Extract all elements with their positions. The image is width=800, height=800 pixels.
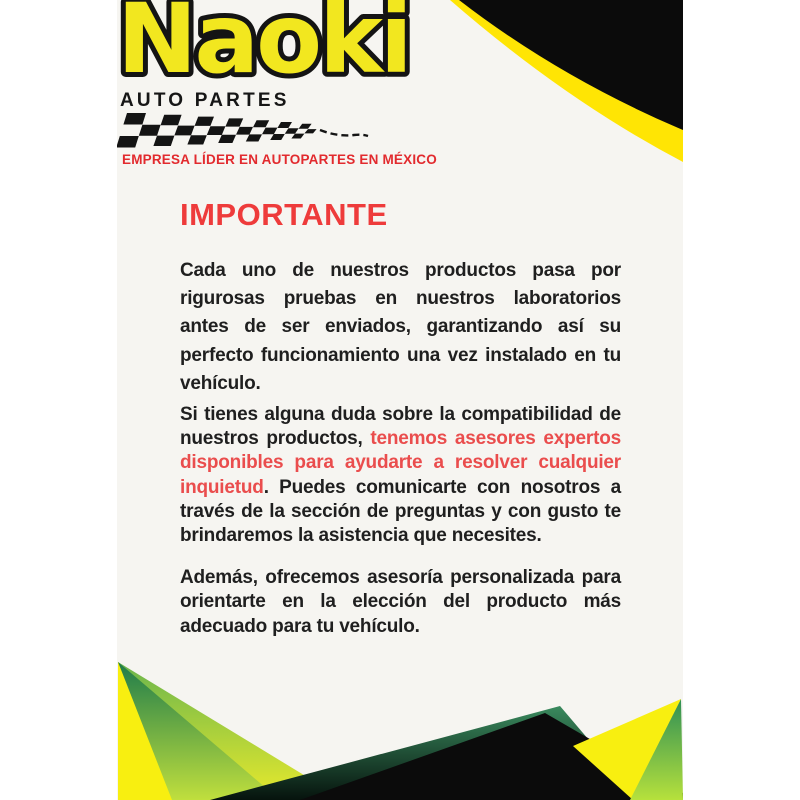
text-line: vehículo. — [180, 372, 261, 394]
text-line: brindaremos la asistencia que necesites. — [180, 525, 542, 547]
body-paragraph — [180, 403, 621, 548]
text-line: rigurosas pruebas en nuestros laboratorios — [180, 288, 621, 310]
brand-logo-text: Naoki — [117, 0, 410, 95]
text-line: inquietud. Puedes comunicarte con nosotros a — [180, 476, 621, 498]
text-line: Además, ofrecemos asesoría personalizada para — [180, 567, 621, 589]
text-line: antes de ser enviados, garantizando así su — [180, 316, 621, 338]
body-paragraph — [180, 257, 621, 398]
notice-heading: IMPORTANTE — [180, 197, 388, 232]
checkered-flag-icon — [117, 110, 377, 156]
text-line: través de la sección de preguntas y con gusto te — [180, 500, 621, 522]
brand-logo — [117, 0, 543, 98]
text-line: nuestros productos, tenemos asesores expertos — [180, 428, 622, 450]
fan-green-triangle — [118, 662, 280, 800]
brand-subtitle: AUTO PARTES — [120, 90, 290, 111]
paragraphs — [180, 257, 621, 639]
text-line: orientarte en la elección del producto más — [180, 591, 621, 613]
mountain-black-face — [300, 713, 683, 800]
text-line: disponibles para ayudarte a resolver cualquier — [180, 452, 621, 474]
body-paragraph — [180, 566, 621, 639]
fan-yellow-triangle — [118, 662, 172, 800]
right-yellow-triangle — [573, 699, 681, 800]
fan-pale-triangle — [118, 662, 345, 800]
text-line: Si tienes alguna duda sobre la compatibilidad de — [180, 404, 621, 426]
flyer-document — [117, 0, 683, 800]
text-line: adecuado para tu vehículo. — [180, 615, 420, 637]
text-line: perfecto funcionamiento una vez instalado en tu — [180, 344, 621, 366]
right-green-triangle — [630, 699, 683, 800]
mountain-green-face — [210, 706, 640, 800]
text-line: Cada uno de nuestros productos pasa por — [180, 260, 621, 281]
notice-section — [180, 197, 621, 644]
brand-tagline: EMPRESA LÍDER EN AUTOPARTES EN MÉXICO — [122, 152, 437, 167]
